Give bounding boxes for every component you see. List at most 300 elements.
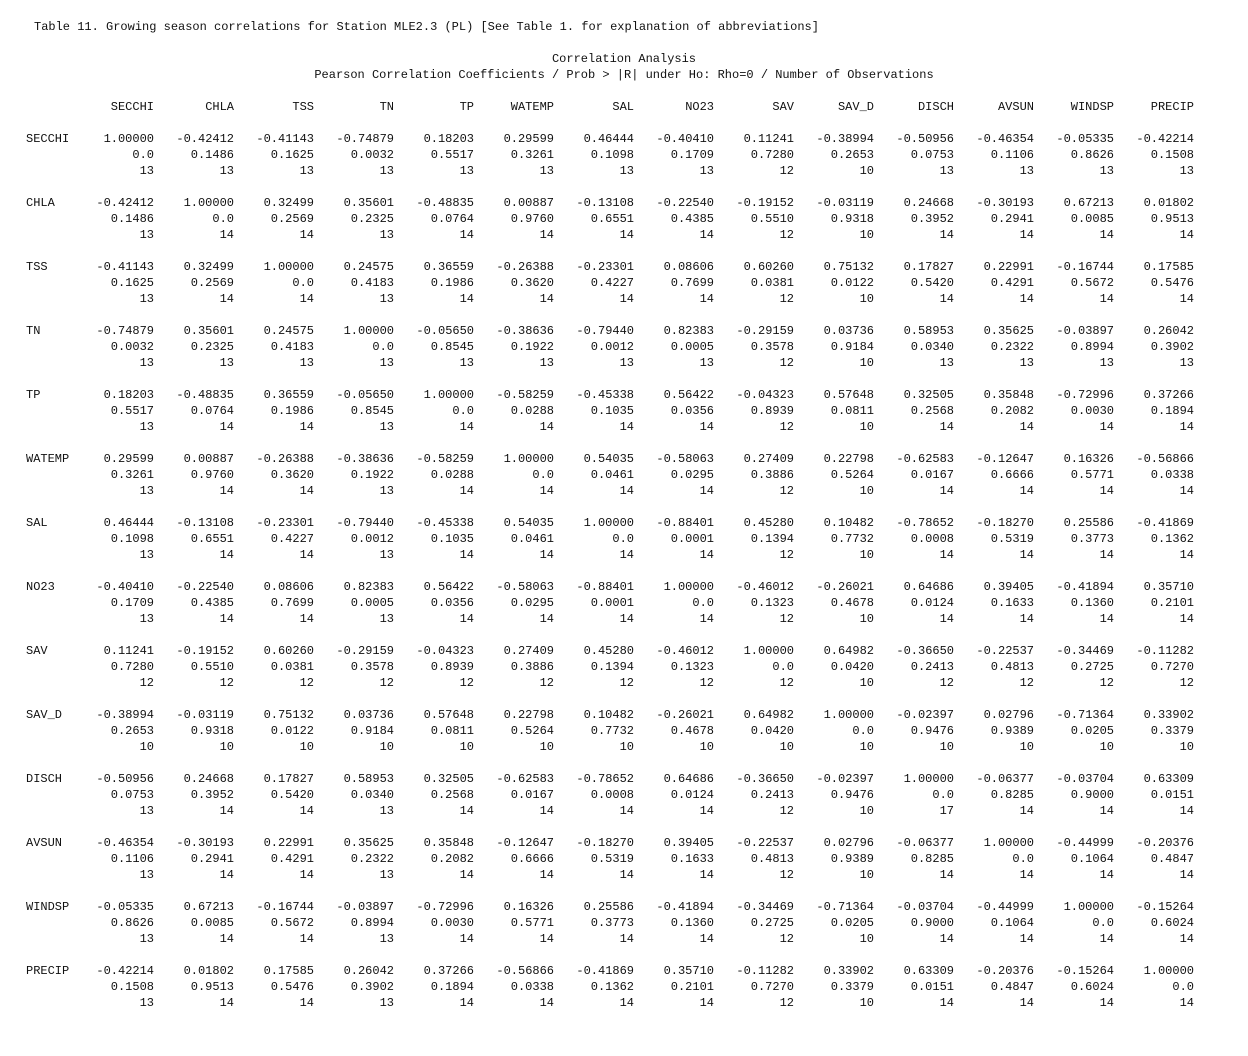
correlation-coefficient: 0.27409	[503, 644, 554, 658]
p-value: 0.5771	[1070, 468, 1114, 482]
observation-count: 13	[939, 356, 954, 370]
observation-count: 10	[699, 740, 714, 754]
observation-count: 13	[379, 356, 394, 370]
correlation-coefficient: -0.05335	[1056, 132, 1114, 146]
correlation-coefficient: 0.36559	[423, 260, 474, 274]
observation-count: 13	[139, 548, 154, 562]
observation-count: 14	[459, 868, 474, 882]
p-value: 0.1922	[350, 468, 394, 482]
p-value: 0.8285	[910, 852, 954, 866]
observation-count: 14	[299, 484, 314, 498]
p-value: 0.2941	[190, 852, 234, 866]
correlation-coefficient: -0.16744	[1056, 260, 1114, 274]
p-value: 0.0008	[590, 788, 634, 802]
p-value: 0.3886	[510, 660, 554, 674]
observation-count: 10	[779, 740, 794, 754]
observation-count: 12	[779, 228, 794, 242]
p-value: 0.5476	[1150, 276, 1194, 290]
correlation-coefficient: 0.17827	[903, 260, 954, 274]
observation-count: 12	[379, 676, 394, 690]
column-header: TN	[379, 100, 394, 114]
observation-count: 12	[779, 868, 794, 882]
observation-count: 14	[619, 548, 634, 562]
correlation-coefficient: 1.00000	[503, 452, 554, 466]
correlation-coefficient: -0.50956	[96, 772, 154, 786]
observation-count: 14	[939, 612, 954, 626]
observation-count: 14	[459, 612, 474, 626]
observation-count: 14	[1019, 868, 1034, 882]
observation-count: 14	[219, 612, 234, 626]
observation-count: 10	[139, 740, 154, 754]
observation-count: 10	[859, 548, 874, 562]
p-value: 0.3379	[830, 980, 874, 994]
correlation-coefficient: -0.62583	[496, 772, 554, 786]
correlation-coefficient: 1.00000	[743, 644, 794, 658]
correlation-coefficient: 0.08606	[663, 260, 714, 274]
correlation-coefficient: -0.05650	[416, 324, 474, 338]
correlation-coefficient: 0.11241	[743, 132, 794, 146]
observation-count: 14	[539, 420, 554, 434]
p-value: 0.1360	[670, 916, 714, 930]
column-header: CHLA	[205, 100, 234, 114]
row-label: WINDSP	[26, 900, 70, 914]
observation-count: 14	[299, 548, 314, 562]
observation-count: 13	[379, 228, 394, 242]
p-value: 0.2653	[110, 724, 154, 738]
row-label: TN	[26, 324, 41, 338]
p-value: 0.9184	[350, 724, 394, 738]
p-value: 0.5420	[270, 788, 314, 802]
p-value: 0.1709	[670, 148, 714, 162]
correlation-coefficient: 0.16326	[503, 900, 554, 914]
p-value: 0.3952	[910, 212, 954, 226]
correlation-coefficient: -0.45338	[576, 388, 634, 402]
observation-count: 14	[939, 484, 954, 498]
p-value: 0.9760	[190, 468, 234, 482]
correlation-coefficient: -0.58259	[496, 388, 554, 402]
observation-count: 14	[219, 292, 234, 306]
p-value: 0.7270	[1150, 660, 1194, 674]
p-value: 0.0008	[910, 532, 954, 546]
p-value: 0.9389	[990, 724, 1034, 738]
observation-count: 13	[1019, 356, 1034, 370]
correlation-coefficient: -0.44999	[976, 900, 1034, 914]
observation-count: 10	[859, 356, 874, 370]
p-value: 0.0420	[750, 724, 794, 738]
observation-count: 14	[1099, 932, 1114, 946]
correlation-coefficient: -0.74879	[96, 324, 154, 338]
correlation-coefficient: 0.33902	[1143, 708, 1194, 722]
observation-count: 14	[299, 804, 314, 818]
correlation-coefficient: -0.15264	[1136, 900, 1194, 914]
observation-count: 14	[1099, 420, 1114, 434]
observation-count: 13	[139, 292, 154, 306]
observation-count: 12	[299, 676, 314, 690]
correlation-coefficient: -0.26388	[256, 452, 314, 466]
correlation-coefficient: 0.64686	[903, 580, 954, 594]
observation-count: 10	[859, 740, 874, 754]
row-label: SAL	[26, 516, 48, 530]
observation-count: 13	[539, 356, 554, 370]
observation-count: 14	[1099, 228, 1114, 242]
p-value: 0.1508	[110, 980, 154, 994]
correlation-coefficient: 0.58953	[343, 772, 394, 786]
correlation-coefficient: 0.02796	[823, 836, 874, 850]
correlation-coefficient: 0.35710	[663, 964, 714, 978]
correlation-coefficient: 1.00000	[183, 196, 234, 210]
correlation-coefficient: -0.22537	[736, 836, 794, 850]
correlation-coefficient: 0.24668	[903, 196, 954, 210]
observation-count: 12	[1019, 676, 1034, 690]
correlation-coefficient: -0.56866	[496, 964, 554, 978]
observation-count: 14	[299, 868, 314, 882]
observation-count: 12	[779, 932, 794, 946]
observation-count: 13	[379, 548, 394, 562]
p-value: 0.0295	[510, 596, 554, 610]
correlation-coefficient: -0.11282	[1136, 644, 1194, 658]
correlation-coefficient: -0.26021	[816, 580, 874, 594]
observation-count: 14	[459, 804, 474, 818]
p-value: 0.2101	[670, 980, 714, 994]
p-value: 0.9513	[1150, 212, 1194, 226]
observation-count: 13	[299, 164, 314, 178]
p-value: 0.9184	[830, 340, 874, 354]
correlation-coefficient: 0.60260	[263, 644, 314, 658]
p-value: 0.2413	[750, 788, 794, 802]
correlation-coefficient: 0.16326	[1063, 452, 1114, 466]
row-label: NO23	[26, 580, 55, 594]
observation-count: 13	[699, 356, 714, 370]
p-value: 0.0356	[430, 596, 474, 610]
p-value: 0.0	[852, 724, 874, 738]
observation-count: 12	[779, 804, 794, 818]
p-value: 0.1922	[510, 340, 554, 354]
p-value: 0.8626	[1070, 148, 1114, 162]
correlation-coefficient: -0.46012	[656, 644, 714, 658]
observation-count: 13	[379, 996, 394, 1010]
observation-count: 14	[219, 932, 234, 946]
p-value: 0.4183	[350, 276, 394, 290]
correlation-coefficient: -0.46354	[96, 836, 154, 850]
correlation-coefficient: -0.04323	[416, 644, 474, 658]
correlation-coefficient: -0.41143	[96, 260, 154, 274]
p-value: 0.0032	[110, 340, 154, 354]
correlation-coefficient: 0.18203	[103, 388, 154, 402]
correlation-coefficient: 0.32505	[903, 388, 954, 402]
observation-count: 14	[1179, 420, 1194, 434]
correlation-coefficient: -0.23301	[256, 516, 314, 530]
observation-count: 14	[619, 804, 634, 818]
correlation-coefficient: 0.35710	[1143, 580, 1194, 594]
p-value: 0.0030	[430, 916, 474, 930]
p-value: 0.6551	[190, 532, 234, 546]
observation-count: 12	[139, 676, 154, 690]
p-value: 0.8939	[750, 404, 794, 418]
p-value: 0.0005	[350, 596, 394, 610]
observation-count: 17	[939, 804, 954, 818]
correlation-coefficient: -0.58259	[416, 452, 474, 466]
correlation-coefficient: -0.44999	[1056, 836, 1114, 850]
correlation-coefficient: 1.00000	[103, 132, 154, 146]
correlation-coefficient: 0.22991	[263, 836, 314, 850]
p-value: 0.1633	[670, 852, 714, 866]
p-value: 0.2322	[350, 852, 394, 866]
observation-count: 13	[379, 612, 394, 626]
p-value: 0.6551	[590, 212, 634, 226]
p-value: 0.0381	[270, 660, 314, 674]
correlation-coefficient: 0.33902	[823, 964, 874, 978]
correlation-coefficient: 1.00000	[583, 516, 634, 530]
observation-count: 14	[1019, 932, 1034, 946]
p-value: 0.5476	[270, 980, 314, 994]
correlation-coefficient: 0.37266	[1143, 388, 1194, 402]
p-value: 0.1035	[430, 532, 474, 546]
correlation-coefficient: -0.62583	[896, 452, 954, 466]
observation-count: 14	[539, 868, 554, 882]
p-value: 0.2569	[190, 276, 234, 290]
observation-count: 14	[699, 292, 714, 306]
p-value: 0.3578	[350, 660, 394, 674]
p-value: 0.4183	[270, 340, 314, 354]
row-label: WATEMP	[26, 452, 70, 466]
row-label: CHLA	[26, 196, 55, 210]
correlation-coefficient: 0.27409	[743, 452, 794, 466]
correlation-coefficient: 0.02796	[983, 708, 1034, 722]
observation-count: 13	[219, 164, 234, 178]
p-value: 0.2569	[270, 212, 314, 226]
p-value: 0.7732	[830, 532, 874, 546]
observation-count: 10	[859, 484, 874, 498]
observation-count: 14	[619, 228, 634, 242]
observation-count: 14	[539, 548, 554, 562]
column-header: TP	[459, 100, 474, 114]
correlation-coefficient: 0.56422	[423, 580, 474, 594]
correlation-coefficient: -0.71364	[816, 900, 874, 914]
p-value: 0.5319	[990, 532, 1034, 546]
observation-count: 14	[219, 804, 234, 818]
p-value: 0.1064	[990, 916, 1034, 930]
correlation-coefficient: 1.00000	[823, 708, 874, 722]
correlation-coefficient: -0.42214	[1136, 132, 1194, 146]
p-value: 0.2653	[830, 148, 874, 162]
correlation-coefficient: 0.10482	[823, 516, 874, 530]
correlation-coefficient: -0.36650	[736, 772, 794, 786]
correlation-coefficient: 0.54035	[503, 516, 554, 530]
row-label: SECCHI	[26, 132, 70, 146]
observation-count: 14	[1179, 932, 1194, 946]
correlation-coefficient: -0.16744	[256, 900, 314, 914]
correlation-coefficient: 0.10482	[583, 708, 634, 722]
correlation-coefficient: -0.29159	[736, 324, 794, 338]
observation-count: 14	[939, 420, 954, 434]
p-value: 0.1362	[590, 980, 634, 994]
p-value: 0.3261	[510, 148, 554, 162]
correlation-coefficient: 0.35848	[983, 388, 1034, 402]
observation-count: 13	[459, 164, 474, 178]
p-value: 0.5264	[510, 724, 554, 738]
p-value: 0.0167	[510, 788, 554, 802]
p-value: 0.0	[532, 468, 554, 482]
correlation-coefficient: 1.00000	[1143, 964, 1194, 978]
p-value: 0.0012	[350, 532, 394, 546]
p-value: 0.3620	[270, 468, 314, 482]
observation-count: 14	[299, 228, 314, 242]
p-value: 0.1098	[590, 148, 634, 162]
observation-count: 14	[219, 868, 234, 882]
observation-count: 14	[619, 420, 634, 434]
p-value: 0.1323	[670, 660, 714, 674]
p-value: 0.2082	[990, 404, 1034, 418]
correlation-coefficient: -0.22537	[976, 644, 1034, 658]
correlation-coefficient: -0.38636	[496, 324, 554, 338]
p-value: 0.4291	[990, 276, 1034, 290]
p-value: 0.5420	[910, 276, 954, 290]
p-value: 0.0	[292, 276, 314, 290]
p-value: 0.3886	[750, 468, 794, 482]
observation-count: 13	[539, 164, 554, 178]
observation-count: 12	[459, 676, 474, 690]
observation-count: 12	[699, 676, 714, 690]
observation-count: 13	[139, 932, 154, 946]
observation-count: 10	[1179, 740, 1194, 754]
observation-count: 14	[619, 996, 634, 1010]
p-value: 0.3902	[350, 980, 394, 994]
correlation-coefficient: 0.24575	[343, 260, 394, 274]
p-value: 0.2725	[1070, 660, 1114, 674]
column-header: SAV	[772, 100, 794, 114]
correlation-coefficient: 0.58953	[903, 324, 954, 338]
observation-count: 13	[619, 356, 634, 370]
p-value: 0.8545	[430, 340, 474, 354]
p-value: 0.9318	[190, 724, 234, 738]
correlation-coefficient: 0.67213	[1063, 196, 1114, 210]
p-value: 0.0356	[670, 404, 714, 418]
observation-count: 10	[459, 740, 474, 754]
observation-count: 14	[1179, 996, 1194, 1010]
observation-count: 14	[1099, 292, 1114, 306]
p-value: 0.0	[932, 788, 954, 802]
observation-count: 12	[779, 164, 794, 178]
correlation-coefficient: 0.64982	[823, 644, 874, 658]
observation-count: 14	[699, 420, 714, 434]
p-value: 0.0085	[190, 916, 234, 930]
observation-count: 14	[699, 868, 714, 882]
correlation-coefficient: -0.03119	[816, 196, 874, 210]
correlation-coefficient: 0.22798	[503, 708, 554, 722]
observation-count: 14	[299, 612, 314, 626]
correlation-coefficient: -0.12647	[496, 836, 554, 850]
p-value: 0.0288	[510, 404, 554, 418]
p-value: 0.0461	[590, 468, 634, 482]
correlation-coefficient: -0.41894	[1056, 580, 1114, 594]
correlation-coefficient: -0.20376	[976, 964, 1034, 978]
observation-count: 12	[779, 420, 794, 434]
observation-count: 10	[539, 740, 554, 754]
observation-count: 14	[699, 484, 714, 498]
row-label: SAV	[26, 644, 48, 658]
p-value: 0.2725	[750, 916, 794, 930]
observation-count: 14	[459, 292, 474, 306]
observation-count: 14	[699, 932, 714, 946]
correlation-coefficient: -0.19152	[176, 644, 234, 658]
correlation-coefficient: -0.15264	[1056, 964, 1114, 978]
correlation-coefficient: 0.22798	[823, 452, 874, 466]
p-value: 0.1625	[110, 276, 154, 290]
observation-count: 13	[139, 164, 154, 178]
correlation-coefficient: 1.00000	[663, 580, 714, 594]
correlation-coefficient: 0.39405	[983, 580, 1034, 594]
observation-count: 13	[219, 356, 234, 370]
correlation-coefficient: -0.03704	[1056, 772, 1114, 786]
observation-count: 12	[779, 996, 794, 1010]
correlation-coefficient: 0.17585	[1143, 260, 1194, 274]
observation-count: 14	[699, 228, 714, 242]
correlation-coefficient: -0.38636	[336, 452, 394, 466]
correlation-coefficient: -0.40410	[656, 132, 714, 146]
p-value: 0.0338	[510, 980, 554, 994]
observation-count: 10	[859, 228, 874, 242]
correlation-coefficient: 0.46444	[103, 516, 154, 530]
correlation-coefficient: -0.03704	[896, 900, 954, 914]
correlation-coefficient: 0.00887	[183, 452, 234, 466]
correlation-coefficient: 0.35625	[343, 836, 394, 850]
p-value: 0.2568	[430, 788, 474, 802]
p-value: 0.4227	[590, 276, 634, 290]
p-value: 0.0167	[910, 468, 954, 482]
p-value: 0.4291	[270, 852, 314, 866]
p-value: 0.0	[212, 212, 234, 226]
correlation-coefficient: 0.46444	[583, 132, 634, 146]
p-value: 0.0288	[430, 468, 474, 482]
p-value: 0.1323	[750, 596, 794, 610]
correlation-coefficient: -0.30193	[976, 196, 1034, 210]
p-value: 0.0753	[910, 148, 954, 162]
p-value: 0.0124	[670, 788, 714, 802]
observation-count: 13	[1019, 164, 1034, 178]
p-value: 0.0753	[110, 788, 154, 802]
p-value: 0.5510	[190, 660, 234, 674]
p-value: 0.4678	[670, 724, 714, 738]
correlation-coefficient: 0.25586	[583, 900, 634, 914]
correlation-coefficient: -0.22540	[656, 196, 714, 210]
observation-count: 13	[379, 420, 394, 434]
correlation-coefficient: 0.45280	[583, 644, 634, 658]
observation-count: 10	[619, 740, 634, 754]
p-value: 0.7732	[590, 724, 634, 738]
p-value: 0.8994	[350, 916, 394, 930]
p-value: 0.0340	[350, 788, 394, 802]
p-value: 0.0124	[910, 596, 954, 610]
correlation-coefficient: 0.63309	[903, 964, 954, 978]
observation-count: 14	[1099, 612, 1114, 626]
observation-count: 13	[379, 932, 394, 946]
correlation-coefficient: -0.41143	[256, 132, 314, 146]
correlation-coefficient: 0.67213	[183, 900, 234, 914]
correlation-coefficient: -0.38994	[96, 708, 154, 722]
row-label: AVSUN	[26, 836, 63, 850]
observation-count: 14	[219, 996, 234, 1010]
p-value: 0.3952	[190, 788, 234, 802]
p-value: 0.1064	[1070, 852, 1114, 866]
p-value: 0.0205	[1070, 724, 1114, 738]
p-value: 0.1106	[990, 148, 1034, 162]
observation-count: 14	[219, 420, 234, 434]
observation-count: 13	[379, 804, 394, 818]
p-value: 0.9000	[910, 916, 954, 930]
p-value: 0.0295	[670, 468, 714, 482]
column-header: NO23	[685, 100, 714, 114]
correlation-coefficient: 1.00000	[263, 260, 314, 274]
